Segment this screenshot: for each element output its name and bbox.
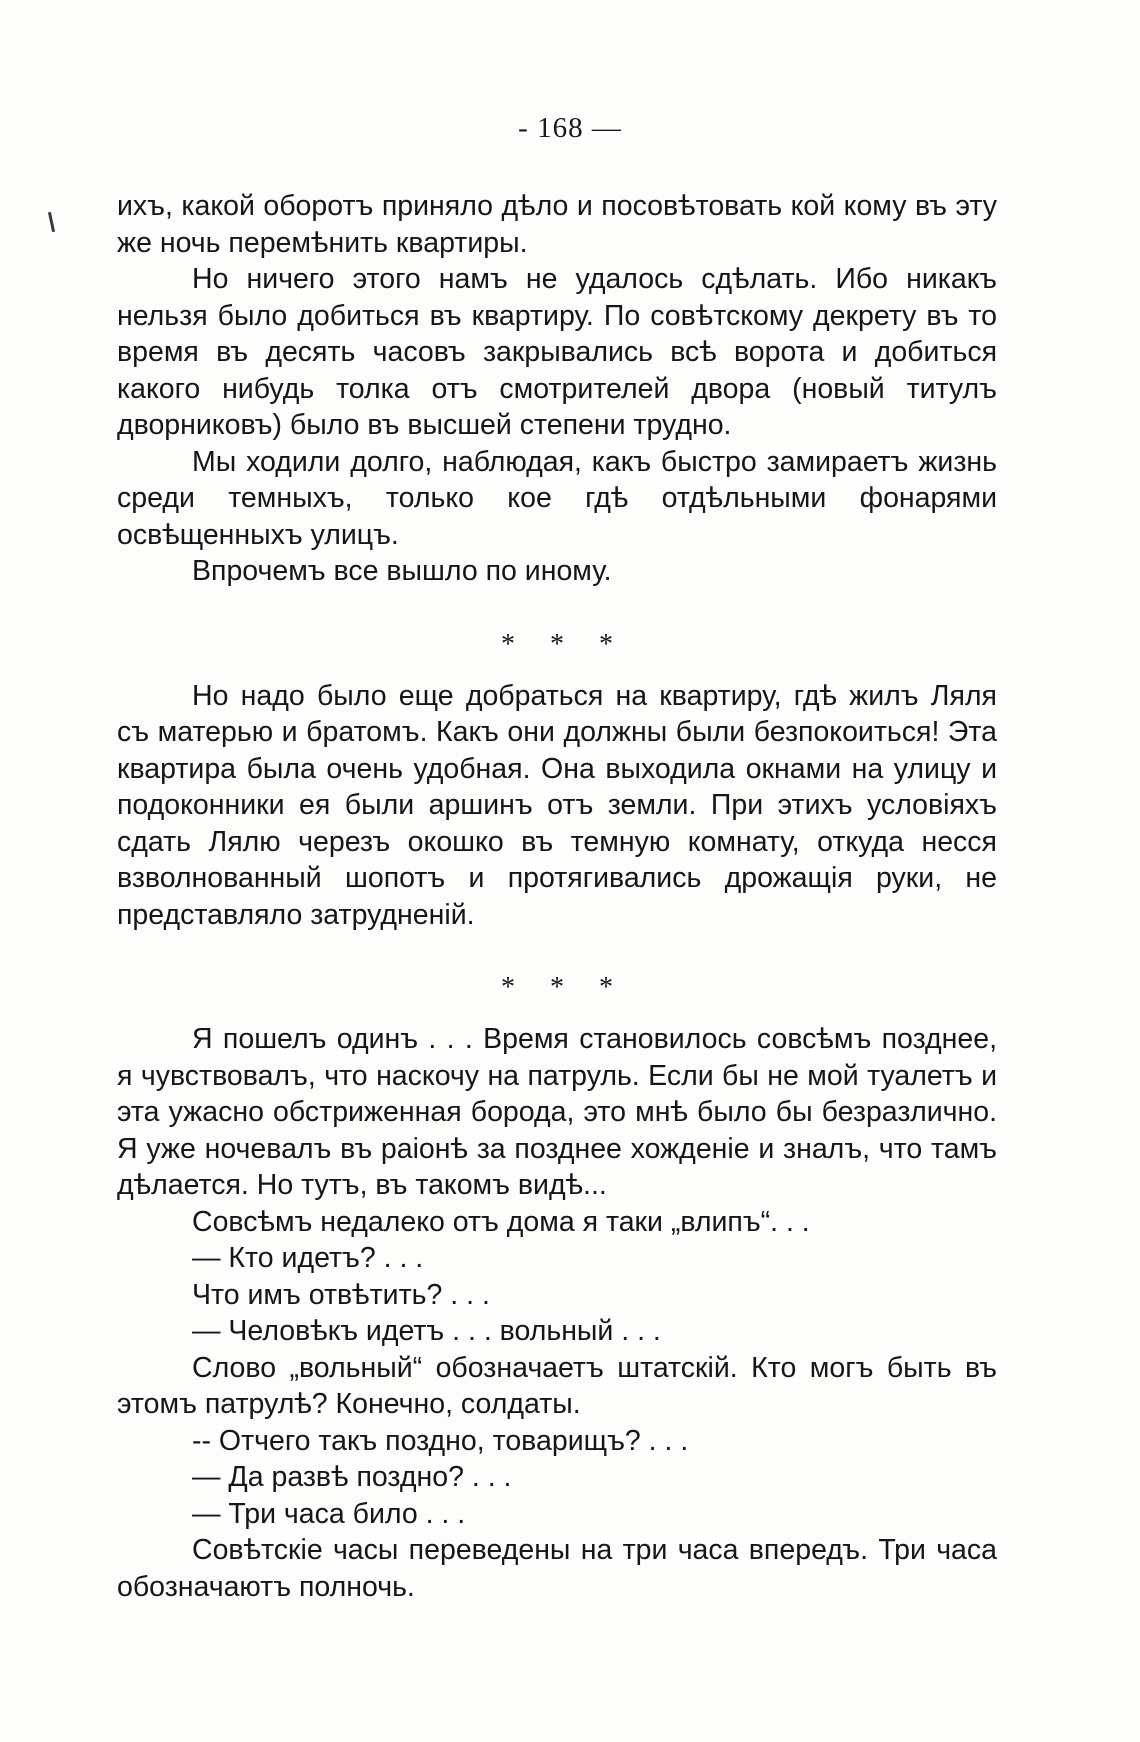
dialogue-line: — Человѣкъ идетъ . . . вольный . . . xyxy=(192,1315,661,1347)
section-break: * * * xyxy=(501,628,627,660)
paragraph: Что имъ отвѣтить? . . . xyxy=(192,1278,490,1311)
paragraph: Но надо было еще добраться на квартиру, гдѣ жилъ Ляля съ матерью и братомъ. Какъ они должны были безпокоиться! Эта квартира была очень удобная. Она выходила окнами на улицу и подоконники ея были аршинъ отъ земли. При этихъ условіяхъ сдать Лялю черезъ окошко въ темную комнату, откуда несся взволнованный шопотъ и протягивались дрожащія руки, не представляло затрудненій. xyxy=(117,679,997,931)
paragraph: Я пошелъ одинъ . . . Время становилось совсѣмъ позднее, я чувствовалъ, что наскочу на патруль. Если бы не мой туалетъ и эта ужасно обстриженная борода, это мнѣ было бы безразлично. Я уже ночевалъ въ раіонѣ за позднее хожденіе и зналъ, что тамъ дѣлается. Но тутъ, въ такомъ видѣ... xyxy=(117,1023,997,1201)
margin-mark xyxy=(48,212,55,232)
paragraph: Слово „вольный“ обозначаетъ штатскій. Кто могъ быть въ этомъ патрулѣ? Конечно, солдаты. xyxy=(117,1351,997,1420)
paragraph: Впрочемъ все вышло по иному. xyxy=(192,555,612,587)
paragraph: Но ничего этого намъ не удалось сдѣлать. Ибо никакъ нельзя было добиться въ квартиру. По совѣтскому декрету въ то время въ десять часовъ закрывались всѣ ворота и добиться какого нибудь толка отъ смотрителей двора (новый титулъ дворниковъ) было въ высшей степени трудно. xyxy=(117,263,997,441)
dialogue-line: — Три часа било . . . xyxy=(192,1497,466,1530)
dialogue-line: -- Отчего такъ поздно, товарищъ? . . . xyxy=(192,1424,689,1457)
dialogue-line: — Кто идетъ? . . . xyxy=(192,1242,424,1274)
paragraph: ихъ, какой оборотъ приняло дѣло и посовѣтовать кой кому въ эту же ночь перемѣнить квартиры. xyxy=(117,190,997,259)
page-body xyxy=(117,188,997,1605)
page-number: - 168 — xyxy=(518,112,622,144)
paragraph: Совсѣмъ недалеко отъ дома я таки „влипъ“. . . xyxy=(192,1205,810,1238)
paragraph: Мы ходили долго, наблюдая, какъ быстро замираетъ жизнь среди темныхъ, только кое гдѣ отдѣльными фонарями освѣщенныхъ улицъ. xyxy=(117,445,997,551)
dialogue-line: — Да развѣ поздно? . . . xyxy=(192,1461,512,1493)
paragraph: Совѣтскіе часы переведены на три часа впередъ. Три часа обозначаютъ полночь. xyxy=(117,1534,997,1603)
section-break: * * * xyxy=(501,972,627,1003)
